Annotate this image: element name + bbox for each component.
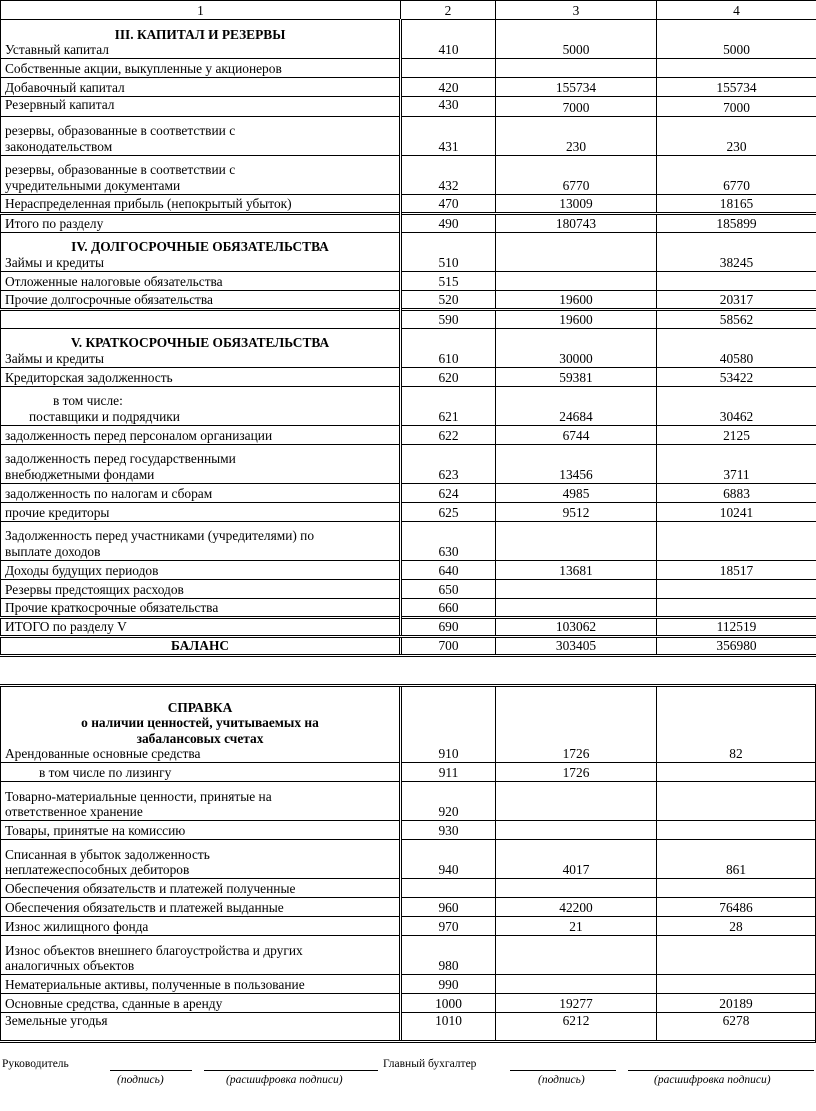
row-start: 13009 [496,194,657,213]
total-end: 58562 [657,309,816,328]
table-row [1,821,816,840]
row-code: 620 [401,367,496,386]
table-row [1,917,816,936]
row-end: 18517 [657,560,816,579]
row-end: 6278 [657,1013,816,1042]
table-row [1,194,816,213]
chief-decode-line[interactable] [628,1070,814,1071]
row-name: Прочие краткосрочные обязательства [1,598,401,617]
row-code: 515 [401,271,496,290]
row-name-line2: учредительными документами [5,178,181,193]
header-col-2: 2 [401,1,496,20]
row-end: 7000 [657,97,816,117]
row-start: 7000 [496,97,657,117]
row-code: 623 [401,444,496,483]
row-code: 930 [401,821,496,840]
row-code [401,59,496,78]
balance-name: БАЛАНС [1,636,401,655]
row-end: 230 [657,116,816,155]
row-start: 1726 [496,763,657,782]
row-start: 42200 [496,898,657,917]
row-name: Доходы будущих периодов [1,560,401,579]
table-row [1,898,816,917]
row-end [657,821,816,840]
row-start: 59381 [496,367,657,386]
row-start: 13456 [496,444,657,483]
row-name-line1: резервы, образованные в соответствии с [5,162,236,178]
table-row [1,20,816,59]
row-name-line2: выплате доходов [5,544,101,559]
row-name: задолженность перед персоналом организации [1,425,401,444]
table-row [1,598,816,617]
row-code: 640 [401,560,496,579]
row-start: 1726 [496,686,657,763]
row-end: 82 [657,686,816,763]
row-name: Отложенные налоговые обязательства [1,271,401,290]
row-end [657,975,816,994]
row-start: 6212 [496,1013,657,1042]
table-row [1,560,816,579]
row-end: 40580 [657,328,816,367]
head-decode-caption: (расшифровка подписи) [226,1074,343,1086]
row-start: 155734 [496,78,657,97]
row-end: 18165 [657,194,816,213]
total-end: 185899 [657,213,816,232]
table-row [1,686,816,763]
row-end: 30462 [657,386,816,425]
total-code: 590 [401,309,496,328]
total-name [1,309,401,328]
row-code: 910 [401,686,496,763]
row-start: 4017 [496,840,657,879]
chief-accountant-label: Главный бухгалтер [383,1058,477,1070]
row-start [496,821,657,840]
section-title: IV. ДОЛГОСРОЧНЫЕ ОБЯЗАТЕЛЬСТВА [71,239,329,255]
total-end: 112519 [657,617,816,636]
row-start [496,975,657,994]
row-name: Нераспределенная прибыль (непокрытый убыток) [1,194,401,213]
row-name-line1: Износ объектов внешнего благоустройства и других [5,942,303,958]
row-name: Арендованные основные средства [5,746,201,762]
row-end [657,879,816,898]
row-code: 470 [401,194,496,213]
row-start: 6744 [496,425,657,444]
row-code: 420 [401,78,496,97]
row-name: Займы и кредиты [5,351,104,366]
total-name: Итого по разделу [1,213,401,232]
table-row [1,155,816,194]
table-row [1,232,816,271]
row-code: 510 [401,232,496,271]
chief-decode-caption: (расшифровка подписи) [654,1074,771,1086]
row-name: Основные средства, сданные в аренду [1,994,401,1013]
row-start: 4985 [496,483,657,502]
row-name: Товары, принятые на комиссию [1,821,401,840]
total-start: 180743 [496,213,657,232]
table-row [1,483,816,502]
row-code: 630 [401,521,496,560]
table-row [1,386,816,425]
row-end: 6770 [657,155,816,194]
row-name: Износ жилищного фонда [1,917,401,936]
total-row [1,309,816,328]
table-row [1,425,816,444]
row-name-line2: ответственное хранение [5,804,143,820]
table-row [1,763,816,782]
row-start [496,879,657,898]
row-end: 155734 [657,78,816,97]
row-code [401,879,496,898]
row-code: 430 [401,97,496,117]
row-end: 10241 [657,502,816,521]
table-row [1,502,816,521]
row-start [496,598,657,617]
section-title: III. КАПИТАЛ И РЕЗЕРВЫ [114,26,286,42]
row-name-line2: неплатежеспособных дебиторов [5,862,190,878]
row-start: 13681 [496,560,657,579]
head-signature-line[interactable] [110,1070,192,1071]
row-name-line1: резервы, образованные в соответствии с [5,123,236,139]
row-code: 660 [401,598,496,617]
row-name: задолженность по налогам и сборам [1,483,401,502]
signature-block [0,1052,816,1102]
spravka-subtitle-2: забалансовых счетах [136,730,264,746]
row-code: 970 [401,917,496,936]
row-start: 30000 [496,328,657,367]
row-start: 9512 [496,502,657,521]
row-name: Обеспечения обязательств и платежей выданные [1,898,401,917]
table-row [1,97,816,117]
row-name-line2: законодательством [5,139,113,154]
header-col-4: 4 [657,1,816,20]
row-code: 610 [401,328,496,367]
total-start: 103062 [496,617,657,636]
row-name: Резервы предстоящих расходов [1,579,401,598]
row-start: 6770 [496,155,657,194]
row-code: 621 [401,386,496,425]
table-row [1,579,816,598]
row-start: 19277 [496,994,657,1013]
row-end [657,598,816,617]
row-end: 6883 [657,483,816,502]
row-end: 38245 [657,232,816,271]
row-end [657,782,816,821]
row-name: Кредиторская задолженность [1,367,401,386]
row-name: в том числе по лизингу [1,763,401,782]
header-col-3: 3 [496,1,657,20]
row-name: Земельные угодья [1,1013,401,1042]
table-row [1,879,816,898]
row-code: 431 [401,116,496,155]
row-name: Займы и кредиты [5,255,104,270]
section-title: V. КРАТКОСРОЧНЫЕ ОБЯЗАТЕЛЬСТВА [70,335,330,351]
row-code: 1010 [401,1013,496,1042]
row-name-line2: внебюджетными фондами [5,467,155,482]
row-start: 230 [496,116,657,155]
total-row [1,213,816,232]
balance-code: 700 [401,636,496,655]
row-code: 520 [401,290,496,309]
head-label: Руководитель [2,1058,69,1070]
balance-start: 303405 [496,636,657,655]
header-col-1: 1 [1,1,401,20]
row-end [657,936,816,975]
head-decode-line[interactable] [204,1070,378,1071]
row-code: 625 [401,502,496,521]
row-code: 920 [401,782,496,821]
table-row [1,1013,816,1042]
row-name-line1: в том числе: [53,393,123,409]
total-code: 490 [401,213,496,232]
row-start: 19600 [496,290,657,309]
row-start: 21 [496,917,657,936]
row-name: Обеспечения обязательств и платежей полученные [1,879,401,898]
row-code: 650 [401,579,496,598]
row-start: 5000 [496,20,657,59]
row-name-line1: задолженность перед государственными [5,451,236,467]
row-name: Собственные акции, выкупленные у акционеров [1,59,401,78]
row-name: Уставный капитал [5,42,109,58]
row-end: 76486 [657,898,816,917]
row-name: Добавочный капитал [1,78,401,97]
total-row [1,617,816,636]
row-end: 2125 [657,425,816,444]
table-row [1,367,816,386]
row-start [496,782,657,821]
row-code: 980 [401,936,496,975]
table-row [1,116,816,155]
row-code: 911 [401,763,496,782]
row-name-line1: Задолженность перед участниками (учредителями) по [5,528,315,544]
table-row [1,271,816,290]
row-start [496,521,657,560]
table-row [1,290,816,309]
head-sign-caption: (подпись) [117,1074,164,1086]
row-end: 861 [657,840,816,879]
row-code: 990 [401,975,496,994]
total-name: ИТОГО по разделу V [1,617,401,636]
row-start [496,232,657,271]
row-name-line2: аналогичных объектов [5,958,135,974]
row-start [496,59,657,78]
row-end [657,521,816,560]
spravka-title: СПРАВКА [167,699,233,715]
table-row [1,328,816,367]
header-row [1,1,816,20]
row-end [657,579,816,598]
row-start [496,579,657,598]
row-end: 5000 [657,20,816,59]
table-row [1,782,816,821]
row-code: 1000 [401,994,496,1013]
row-name-line1: Списанная в убыток задолженность [5,846,210,862]
chief-sign-caption: (подпись) [538,1074,585,1086]
row-end: 20317 [657,290,816,309]
table-row [1,994,816,1013]
table-row [1,840,816,879]
balance-row [1,636,816,655]
table-row [1,975,816,994]
table-row [1,521,816,560]
row-end [657,271,816,290]
row-end [657,763,816,782]
row-end: 20189 [657,994,816,1013]
total-code: 690 [401,617,496,636]
chief-signature-line[interactable] [510,1070,616,1071]
row-code: 410 [401,20,496,59]
row-code: 622 [401,425,496,444]
row-name: Резервный капитал [1,97,401,117]
row-name: прочие кредиторы [1,502,401,521]
row-end: 53422 [657,367,816,386]
total-start: 19600 [496,309,657,328]
table-row [1,59,816,78]
table-row [1,444,816,483]
row-name-line2: поставщики и подрядчики [29,409,180,424]
spravka-subtitle-1: о наличии ценностей, учитываемых на [81,715,319,731]
row-code: 960 [401,898,496,917]
row-start [496,936,657,975]
row-name: Прочие долгосрочные обязательства [1,290,401,309]
row-name-line1: Товарно-материальные ценности, принятые на [5,788,272,804]
row-end [657,59,816,78]
row-code: 940 [401,840,496,879]
row-start: 24684 [496,386,657,425]
row-start [496,271,657,290]
row-code: 624 [401,483,496,502]
balance-end: 356980 [657,636,816,655]
table-row [1,936,816,975]
table-row [1,78,816,97]
row-end: 3711 [657,444,816,483]
row-code: 432 [401,155,496,194]
row-name: Нематериальные активы, полученные в пользование [1,975,401,994]
off-balance-table [0,684,816,1043]
row-end: 28 [657,917,816,936]
